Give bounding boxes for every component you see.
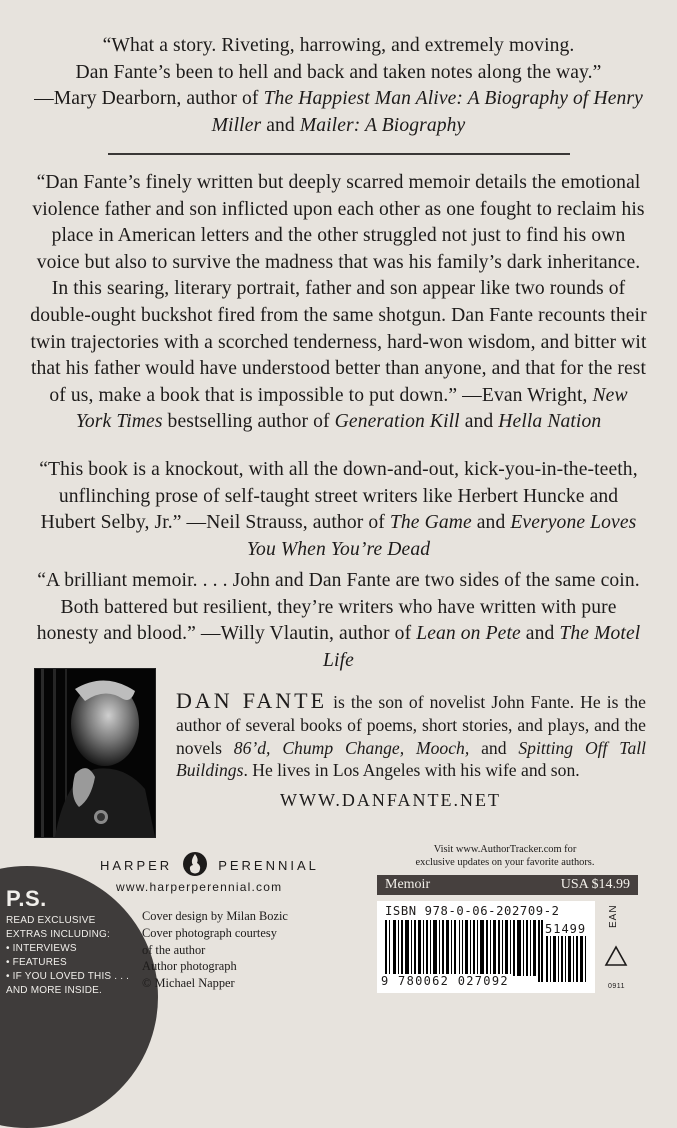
ps-extras-list bbox=[6, 914, 129, 998]
author-website[interactable]: WWW.DANFANTE.NET bbox=[280, 790, 501, 810]
ps-line: READ EXCLUSIVE bbox=[6, 915, 96, 926]
quote-3-and: and bbox=[471, 512, 511, 534]
addon-number: 51499 bbox=[545, 922, 587, 936]
triangle-icon bbox=[604, 945, 628, 967]
author-photo bbox=[34, 668, 156, 838]
credit-line: Cover photograph courtesy bbox=[142, 925, 277, 940]
isbn-number: ISBN 978-0-06-202709-2 bbox=[385, 904, 560, 918]
harper-flame-icon bbox=[182, 851, 208, 880]
quote-2-attribution: —Evan Wright, bbox=[457, 384, 593, 406]
quote-2-and: and bbox=[459, 411, 499, 433]
quote-4-body: “A brilliant memoir. . . . John and Dan Fante are two sides of the same coin. Both battered but resilient, they’re writers who have written with pure honesty and blood.” bbox=[36, 570, 640, 645]
bio-sep-2 bbox=[404, 738, 416, 758]
quote-3-book-2: Everyone Loves You When You’re Dead bbox=[246, 512, 637, 560]
author-bio bbox=[176, 690, 646, 782]
quote-3-body: “This book is a knockout, with all the down-and-out, kick-you-in-the-teeth, unflinching prose of self-taught street writers like Herbert Huncke and Hubert Selby, Jr.” bbox=[39, 459, 638, 534]
publisher-name-left: HARPER bbox=[100, 858, 173, 873]
tracker-line-1: Visit www.AuthorTracker.com for bbox=[433, 844, 577, 855]
ps-line: EXTRAS INCLUDING: bbox=[6, 929, 110, 940]
ps-line: • FEATURES bbox=[6, 957, 67, 968]
tracker-line-2: exclusive updates on your favorite authors. bbox=[415, 857, 595, 869]
quote-3 bbox=[30, 457, 647, 563]
quote-4-and: and bbox=[520, 623, 560, 645]
credit-line: of the author bbox=[142, 942, 206, 957]
quote-3-book-1: The Game bbox=[389, 512, 472, 534]
quote-2 bbox=[30, 170, 647, 436]
bio-text-2: . He lives in Los Angeles with his wife and son. bbox=[243, 760, 580, 781]
ps-line: AND MORE INSIDE. bbox=[6, 985, 102, 996]
bio-sep-1 bbox=[270, 738, 282, 758]
ean-barcode-bars bbox=[385, 920, 543, 982]
quote-1-attribution: —Mary Dearborn, author of bbox=[34, 88, 264, 110]
quote-2-book-2: Hella Nation bbox=[498, 411, 602, 433]
quote-1-line-1: “What a story. Riveting, harrowing, and extremely moving. bbox=[102, 35, 575, 56]
credit-line: Author photograph bbox=[142, 959, 237, 974]
quote-1-book-2: Mailer: A Biography bbox=[299, 114, 466, 136]
quote-2-attribution-mid: bestselling author of bbox=[162, 411, 335, 433]
bio-book-3: Mooch, bbox=[415, 737, 470, 758]
price-bar bbox=[377, 875, 638, 895]
ps-title: P.S. bbox=[6, 886, 47, 911]
bio-book-4: Spitting Off Tall Buildings bbox=[176, 737, 647, 781]
ps-line: • IF YOU LOVED THIS . . . bbox=[6, 971, 130, 982]
category-label: Memoir bbox=[385, 877, 431, 892]
bio-book-1: 86’d, bbox=[233, 737, 271, 758]
divider-rule bbox=[108, 153, 570, 155]
quote-4-book-1: Lean on Pete bbox=[416, 623, 521, 645]
quote-1-book-1: The Happiest Man Alive: A Biography of Henry Miller bbox=[211, 88, 643, 136]
bio-text-1: is the son of novelist John Fante. He is the author of several books of poems, short stories, and plays, and the novels bbox=[176, 692, 646, 758]
print-code: 0911 bbox=[608, 983, 626, 990]
quote-1 bbox=[30, 33, 647, 139]
bio-book-2: Chump Change, bbox=[282, 737, 405, 758]
quote-1-conjunction: and bbox=[261, 114, 300, 136]
ps-line: • INTERVIEWS bbox=[6, 943, 77, 954]
publisher-logo bbox=[100, 851, 319, 880]
author-tracker-note bbox=[380, 843, 630, 869]
ean-label: EAN bbox=[608, 904, 619, 928]
bio-sep-3: and bbox=[469, 737, 519, 758]
quote-4 bbox=[30, 568, 647, 674]
barcode bbox=[377, 901, 595, 993]
quote-4-book-2: The Motel Life bbox=[323, 623, 641, 671]
credit-line: Cover design by Milan Bozic bbox=[142, 909, 288, 923]
quote-2-book-1: Generation Kill bbox=[334, 411, 460, 433]
publisher-url[interactable]: www.harperperennial.com bbox=[116, 880, 283, 894]
quote-4-attribution: —Willy Vlautin, author of bbox=[195, 623, 417, 645]
quote-1-line-2: Dan Fante’s been to hell and back and taken notes along the way.” bbox=[75, 61, 602, 83]
cover-credits bbox=[142, 908, 288, 992]
ps-badge bbox=[0, 866, 158, 1128]
quote-2-publication: New York Times bbox=[75, 384, 628, 433]
quote-3-attribution: —Neil Strauss, author of bbox=[181, 512, 390, 534]
publisher-name-right: PERENNIAL bbox=[218, 858, 319, 873]
author-photo-image bbox=[35, 669, 155, 837]
author-name: DAN FANTE bbox=[176, 688, 328, 713]
ean-number: 9 780062 027092 bbox=[381, 974, 509, 988]
price-label: USA $14.99 bbox=[560, 877, 630, 892]
quote-2-body: “Dan Fante’s finely written but deeply scarred memoir details the emotional violence father and son inflicted upon each other as one fought to reclaim his place in American letters and the other struggled not just to find his own voice but also to survive the madness that was his family’s dark inheritance. In this searing, literary portrait, father and son appear like two rounds of double-ought buckshot fired from the same shotgun. Dan Fante recounts their twin trajectories with a scorched tenderness, hard-won wisdom, and bitter wit that his father would have understood better than anyone, and that for the rest of us, make a book that is impossible to put down.” bbox=[30, 172, 647, 406]
credit-line: © Michael Napper bbox=[142, 976, 235, 991]
